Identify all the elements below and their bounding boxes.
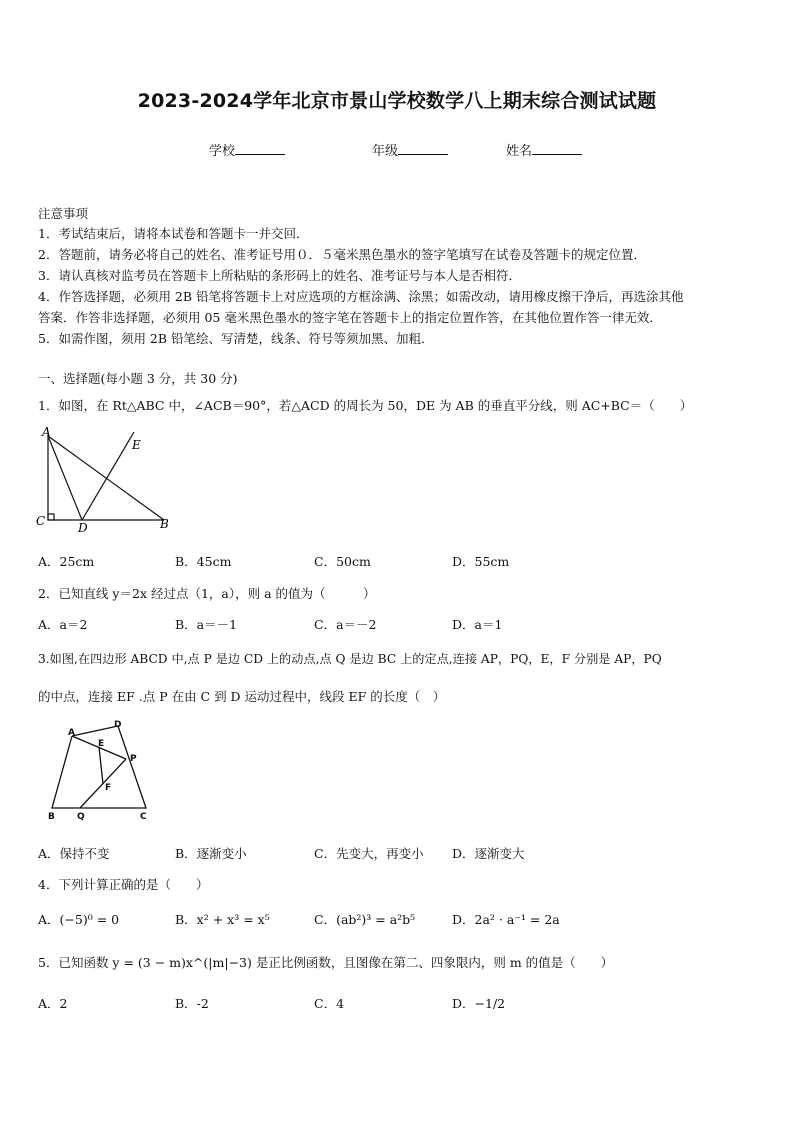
question-5-stem: 5．已知函数 y = (3 − m)x^(|m|−3) 是正比例函数，且图像在第二、四象限内，则 m 的值是（ ） [38, 955, 614, 970]
note-item: 5．如需作图，须用 2B 铅笔绘、写清楚，线条、符号等须加黑、加粗． [38, 331, 434, 346]
grade-blank [398, 142, 448, 155]
option-c[interactable]: C．a＝－2 [314, 617, 377, 632]
label-q: Q [77, 812, 85, 822]
note-item: 1．考试结束后，请将本试卷和答题卡一并交回． [38, 226, 309, 241]
question-2-stem: 2．已知直线 y＝2x 经过点（1，a），则 a 的值为（ ） [38, 586, 376, 601]
option-d[interactable]: D．2a² · a⁻¹ = 2a [452, 912, 560, 927]
option-d[interactable]: D．逐渐变大 [452, 846, 525, 861]
question-3-figure [40, 714, 160, 824]
label-d: D [114, 720, 122, 730]
option-d[interactable]: D．a＝1 [452, 617, 503, 632]
note-item: 3．请认真核对监考员在答题卡上所粘贴的条形码上的姓名、准考证号与本人是否相符． [38, 268, 521, 283]
option-d[interactable]: D．−1/2 [452, 996, 506, 1011]
option-b[interactable]: B．x² + x³ = x⁵ [175, 912, 270, 927]
section-heading: 一、选择题(每小题 3 分，共 30 分) [38, 371, 238, 386]
label-a: A [42, 425, 51, 439]
option-c[interactable]: C．先变大，再变小 [314, 846, 424, 861]
option-a[interactable]: A．2 [38, 996, 68, 1011]
note-item: 4．作答选择题，必须用 2B 铅笔将答题卡上对应选项的方框涂满、涂黑；如需改动，请用橡皮擦干净后，再选涂其他 [38, 289, 684, 304]
school-field [209, 140, 285, 159]
segment-ef [99, 747, 103, 784]
notes-heading: 注意事项 [38, 206, 89, 221]
label-d: D [78, 521, 88, 534]
question-4-stem: 4．下列计算正确的是（ ） [38, 877, 209, 892]
option-a[interactable]: A．(−5)⁰ = 0 [38, 912, 120, 927]
label-e: E [98, 739, 105, 749]
label-e: E [132, 438, 141, 452]
option-d[interactable]: D．55cm [452, 554, 510, 569]
question-3-stem-line2: 的中点，连接 EF .点 P 在由 C 到 D 运动过程中，线段 EF 的长度（ ） [38, 689, 446, 704]
right-angle-mark [48, 514, 54, 520]
label-f: F [105, 783, 112, 793]
grade-label: 年级 [372, 144, 399, 159]
segment-de [82, 432, 134, 520]
school-label: 学校 [209, 144, 236, 159]
label-a: A [68, 728, 75, 738]
school-blank [235, 142, 285, 155]
option-b[interactable]: B．45cm [175, 554, 232, 569]
option-a[interactable]: A．a＝2 [38, 617, 88, 632]
option-a[interactable]: A．25cm [38, 554, 95, 569]
label-c: C [140, 812, 147, 822]
name-blank [532, 142, 582, 155]
option-b[interactable]: B．-2 [175, 996, 209, 1011]
option-c[interactable]: C．4 [314, 996, 345, 1011]
note-item: 2．答题前，请务必将自己的姓名、准考证号用０．５毫米黑色墨水的签字笔填写在试卷及答题卡的规定位置． [38, 247, 646, 262]
option-b[interactable]: B．a＝－1 [175, 617, 238, 632]
option-a[interactable]: A．保持不变 [38, 846, 110, 861]
label-p: P [130, 754, 137, 764]
question-1-figure [34, 424, 184, 534]
question-3-stem-line1: 3.如图,在四边形 ABCD 中,点 P 是边 CD 上的动点,点 Q 是边 BC 上的定点,连接 AP，PQ，E，F 分别是 AP，PQ [38, 652, 662, 666]
label-b: B [48, 812, 55, 822]
name-field [506, 140, 582, 159]
option-c[interactable]: C．(ab²)³ = a²b⁵ [314, 912, 416, 927]
grade-field [372, 140, 448, 159]
page-title: 2023-2024学年北京市景山学校数学八上期末综合测试试题 [137, 90, 657, 112]
option-c[interactable]: C．50cm [314, 554, 371, 569]
question-1-stem: 1．如图，在 Rt△ABC 中，∠ACB＝90°，若△ACD 的周长为 50，DE 为 AB 的垂直平分线，则 AC+BC＝（ ） [38, 398, 693, 413]
note-item: 答案．作答非选择题，必须用 05 毫米黑色墨水的签字笔在答题卡上的指定位置作答，在其他位置作答一律无效． [38, 310, 662, 325]
label-c: C [36, 514, 46, 528]
label-b: B [160, 517, 169, 531]
name-label: 姓名 [506, 144, 533, 159]
option-b[interactable]: B．逐渐变小 [175, 846, 247, 861]
